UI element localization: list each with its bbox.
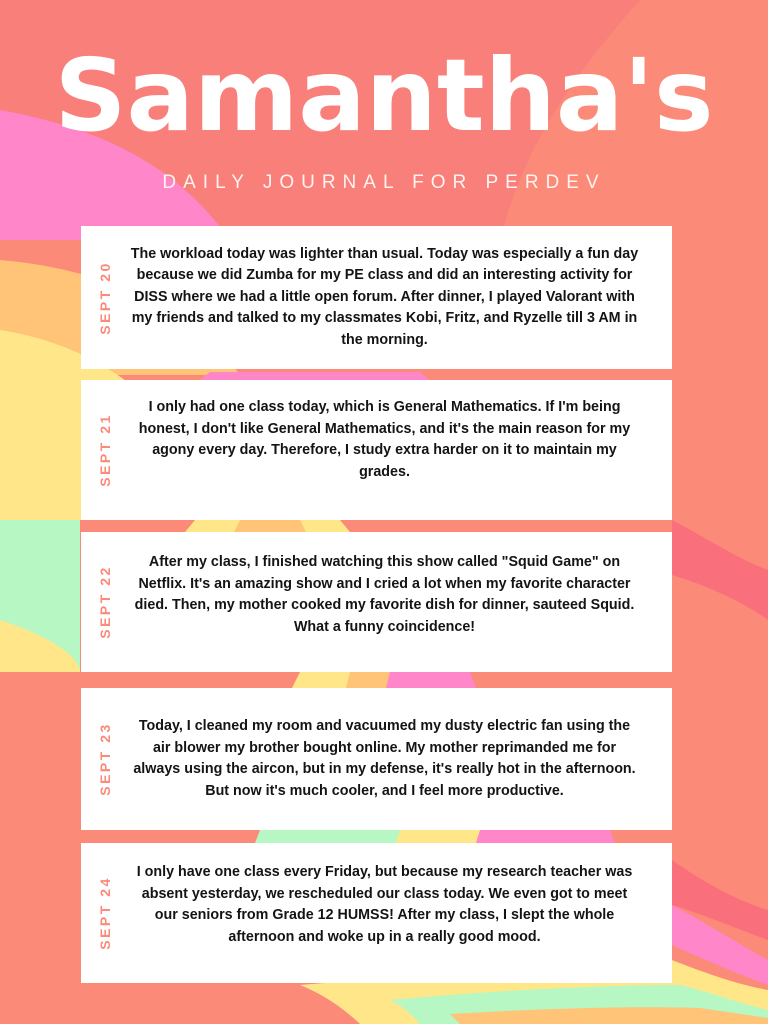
- entry-text: [129, 688, 640, 830]
- journal-entry: [81, 532, 672, 672]
- entry-text-content: After my class, I finished watching this show called "Squid Game" on Netflix. It's an amazing show and I cried a lot when my favorite character died. Then, my mother cooked my favorite dish for dinner, sauteed Squid. What a funny coincidence!: [134, 554, 635, 635]
- entry-date-label: SEPT 22: [97, 565, 113, 639]
- entry-date-label: SEPT 21: [97, 413, 113, 487]
- entry-text: [129, 226, 640, 369]
- entry-text-content: I only have one class every Friday, but because my research teacher was absent yesterday, we rescheduled our class today. We even got to meet our seniors from Grade 12 HUMSS! After my class, I slept the whole afternoon and woke up in a really good mood.: [136, 864, 633, 945]
- journal-entry: [81, 380, 672, 520]
- journal-entry: [81, 688, 672, 830]
- entry-text: [129, 380, 640, 537]
- entry-text-content: Today, I cleaned my room and vacuumed my dusty electric fan using the air blower my brother bought online. My mother reprimanded me for always using the aircon, but in my defense, it's really hot in the afternoon. But now it's much cooler, and I feel more productive.: [133, 718, 636, 799]
- journal-entry: [81, 843, 672, 983]
- entry-text: [129, 843, 640, 1002]
- journal-subtitle: DAILY JOURNAL FOR PERDEV: [162, 172, 606, 193]
- entry-text-content: The workload today was lighter than usual. Today was especially a fun day because we did Zumba for my PE class and did an interesting activity for DISS where we had a little open forum. After dinner, I played Valorant with my friends and talked to my classmates Kobi, Fritz, and Ryzelle till 3 AM in the morning.: [130, 245, 639, 348]
- entry-date-label: SEPT 23: [97, 722, 113, 796]
- journal-entry: [81, 226, 672, 369]
- entry-date: [81, 226, 129, 369]
- entry-text: [129, 532, 640, 692]
- entry-date-label: SEPT 20: [97, 260, 113, 335]
- entry-date: [81, 532, 129, 672]
- entry-date: [81, 380, 129, 520]
- entry-date: [81, 688, 129, 830]
- entry-date: [81, 843, 129, 983]
- journal-title: Samantha's: [54, 37, 714, 154]
- entry-text-content: I only had one class today, which is General Mathematics. If I'm being honest, I don't like General Mathematics, and it's the main reason for my agony every day. Therefore, I study extra harder on it to maintain my grades.: [138, 399, 631, 480]
- entry-date-label: SEPT 24: [97, 876, 113, 950]
